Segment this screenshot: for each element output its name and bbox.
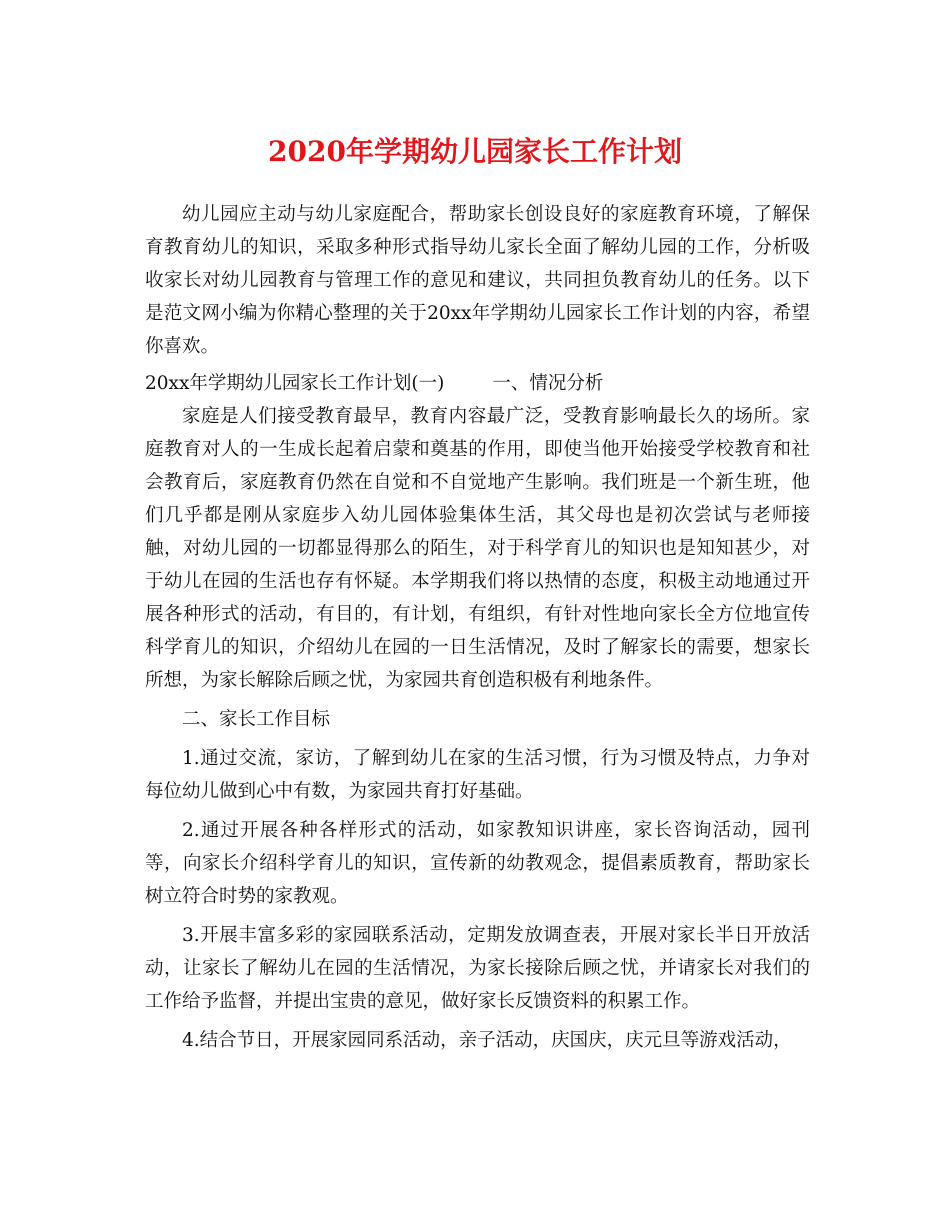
goal-item: 1.通过交流，家访，了解到幼儿在家的生活习惯，行为习惯及特点，力争对每位幼儿做到心中有数，为家园共育打好基础。	[145, 748, 810, 802]
situation-paragraph: 家庭是人们接受教育最早，教育内容最广泛，受教育影响最长久的场所。家庭教育对人的一生成长起着启蒙和奠基的作用，即使当他开始接受学校教育和社会教育后，家庭教育仍然在自觉和不自觉地产生影响。我们班是一个新生班，他们几乎都是刚从家庭步入幼儿园体验集体生活，其父母也是初次尝试与老师接触，对幼儿园的一切都显得那么的陌生，对于科学育儿的知识也是知知甚少，对于幼儿在园的生活也存有怀疑。本学期我们将以热情的态度，积极主动地通过开展各种形式的活动，有目的，有计划，有组织，有针对性地向家长全方位地宣传科学育儿的知识，介绍幼儿在园的一日生活情况，及时了解家长的需要，想家长所想，为家长解除后顾之忧，为家园共育创造积极有利地条件。	[145, 406, 810, 691]
document-body	[145, 198, 810, 1057]
goal-item: 4.结合节日，开展家园同系活动，亲子活动，庆国庆，庆元旦等游戏活动，	[182, 1030, 792, 1051]
section-heading-situation: 一、情况分析	[492, 373, 604, 394]
document-title: 2020年学期幼儿园家长工作计划	[268, 135, 682, 168]
plan-subtitle: 20xx年学期幼儿园家长工作计划(一)	[145, 373, 445, 394]
intro-paragraph: 幼儿园应主动与幼儿家庭配合，帮助家长创设良好的家庭教育环境，了解保育教育幼儿的知识，采取多种形式指导幼儿家长全面了解幼儿园的工作，分析吸收家长对幼儿园教育与管理工作的意见和建议，共同担负教育幼儿的任务。以下是范文网小编为你精心整理的关于20xx年学期幼儿园家长工作计划的内容，希望你喜欢。	[145, 204, 810, 357]
subtitle-line	[145, 367, 810, 400]
goal-item: 3.开展丰富多彩的家园联系活动，定期发放调查表，开展对家长半日开放活动，让家长了解幼儿在园的生活情况，为家长接除后顾之忧，并请家长对我们的工作给予监督，并提出宝贵的意见，做好家长反馈资料的积累工作。	[145, 925, 810, 1012]
goal-item: 2.通过开展各种各样形式的活动，如家教知识讲座，家长咨询活动，园刊等，向家长介绍科学育儿的知识，宣传新的幼教观念，提倡素质教育，帮助家长树立符合时势的家教观。	[145, 820, 810, 907]
section-heading-goals: 二、家长工作目标	[182, 709, 331, 730]
